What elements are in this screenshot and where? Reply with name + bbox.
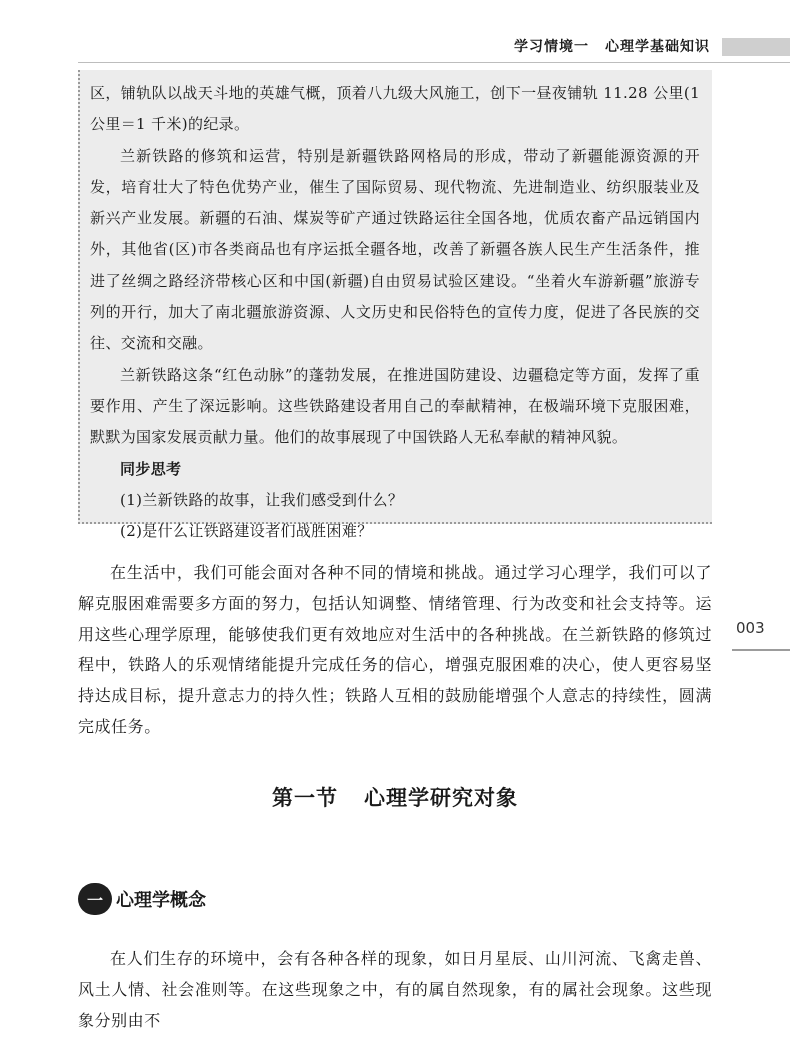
- header-title: 心理学基础知识: [605, 39, 710, 55]
- subsection-title: 心理学概念: [116, 890, 206, 911]
- section-name: 心理学研究对象: [364, 786, 518, 810]
- page-number: 003: [736, 619, 765, 637]
- header-rule: [78, 62, 790, 63]
- question-item: (2)是什么让铁路建设者们战胜困难？: [120, 522, 373, 541]
- header-tab-bar: [722, 38, 790, 56]
- section-title: [0, 782, 790, 812]
- page-number-rule: [732, 649, 790, 651]
- body-paragraph: 在生活中，我们可能会面对各种不同的情境和挑战。通过学习心理学，我们可以了解克服困难需要多方面的努力，包括认知调整、情绪管理、行为改变和社会支持等。运用这些心理学原理，能够使我们更有效地应对生活中的各种挑战。在兰新铁路的修筑过程中，铁路人的乐观情绪能提升完成任务的信心，增强克服困难的决心，使人更容易坚持达成目标，提升意志力的持久性；铁路人互相的鼓励能增强个人意志的持续性，圆满完成任务。: [78, 563, 712, 736]
- question-item: (1)兰新铁路的故事，让我们感受到什么？: [120, 490, 404, 509]
- section-number: 第一节: [272, 786, 338, 810]
- sync-thinking-title: 同步思考: [120, 459, 182, 478]
- case-paragraph: 兰新铁路这条“红色动脉”的蓬勃发展，在推进国防建设、边疆稳定等方面，发挥了重要作用、产生了深远影响。这些铁路建设者用自己的奉献精神，在极端环境下克服困难，默默为国家发展贡献力量。他们的故事展现了中国铁路人无私奉献的精神风貌。: [90, 365, 700, 447]
- case-study-box: [78, 70, 712, 541]
- subsection-badge: 一: [78, 883, 112, 915]
- body-paragraph: 在人们生存的环境中，会有各种各样的现象，如日月星辰、山川河流、飞禽走兽、风土人情、社会准则等。在这些现象之中，有的属自然现象，有的属社会现象。这些现象分别由不: [78, 949, 712, 1030]
- running-header: [514, 36, 710, 56]
- case-paragraph: 区，铺轨队以战天斗地的英雄气概，顶着八九级大风施工，创下一昼夜铺轨 11.28 公里(1公里＝1 千米)的纪录。: [90, 84, 700, 134]
- header-chapter: 学习情境一: [514, 39, 589, 55]
- case-paragraph: 兰新铁路的修筑和运营，特别是新疆铁路网格局的形成，带动了新疆能源资源的开发，培育壮大了特色优势产业，催生了国际贸易、现代物流、先进制造业、纺织服装业及新兴产业发展。新疆的石油、煤炭等矿产通过铁路运往全国各地，优质农畜产品远销国内外，其他省(区)市各类商品也有序运抵全疆各地，改善了新疆各族人民生产生活条件，推进了丝绸之路经济带核心区和中国(新疆)自由贸易试验区建设。“坐着火车游新疆”旅游专列的开行，加大了南北疆旅游资源、人文历史和民俗特色的宣传力度，促进了各民族的交往、交流和交融。: [90, 146, 700, 353]
- subsection-heading: [78, 882, 206, 916]
